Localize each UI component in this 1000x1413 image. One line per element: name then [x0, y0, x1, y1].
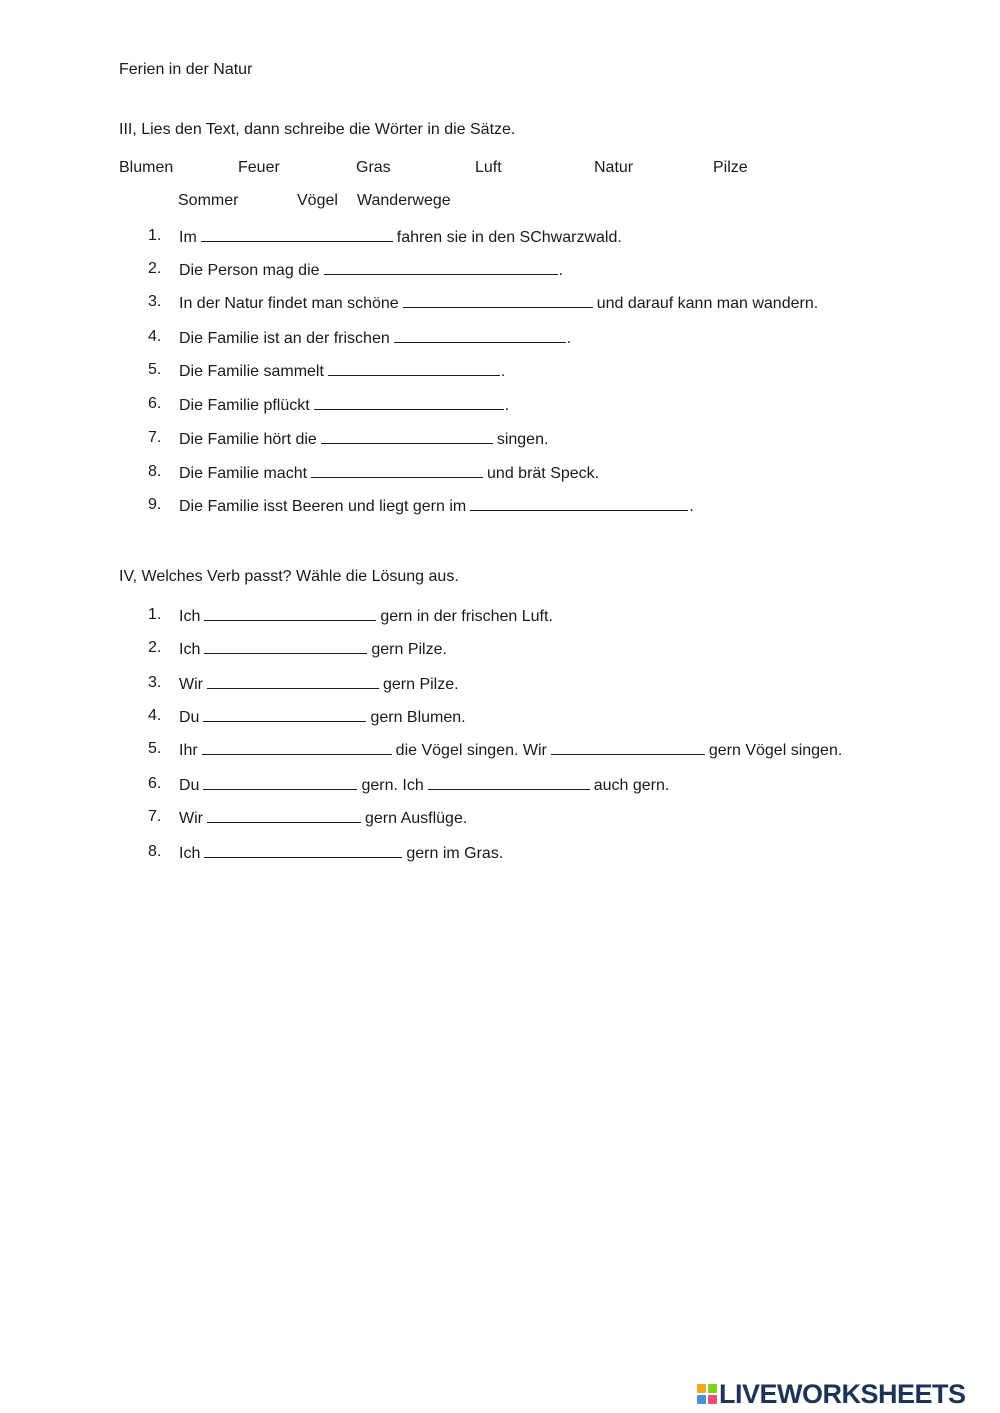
sentence-text: Im: [179, 229, 197, 246]
word-bank-luft: Luft: [475, 159, 502, 176]
sentence-text: Du: [179, 777, 200, 794]
answer-blank[interactable]: [394, 327, 566, 343]
list-item: [179, 428, 548, 450]
page-title: Ferien in der Natur: [119, 61, 253, 78]
answer-blank[interactable]: [203, 706, 366, 722]
item-number: 1.: [148, 227, 162, 244]
answer-blank[interactable]: [311, 462, 483, 478]
list-item: [179, 706, 466, 728]
item-number: 6.: [148, 395, 162, 412]
sentence-text: .: [500, 363, 506, 380]
answer-blank[interactable]: [324, 259, 558, 275]
sentence-text: und darauf kann man wandern.: [596, 295, 819, 312]
sentence-text: Die Familie ist an der frischen: [179, 330, 390, 347]
sentence-text: Die Familie pflückt: [179, 397, 310, 414]
section4-instruction: IV, Welches Verb passt? Wähle die Lösung aus.: [119, 568, 459, 585]
list-item: [179, 739, 842, 761]
list-item: [179, 327, 571, 349]
list-item: [179, 774, 669, 796]
sentence-text: gern Blumen.: [370, 709, 466, 726]
sentence-text: Die Familie isst Beeren und liegt gern im: [179, 498, 467, 515]
sentence-text: .: [504, 397, 510, 414]
list-item: [179, 259, 563, 281]
word-bank-gras: Gras: [356, 159, 391, 176]
item-number: 7.: [148, 808, 162, 825]
item-number: 1.: [148, 606, 162, 623]
word-bank-sommer: Sommer: [178, 192, 239, 209]
sentence-text: gern. Ich: [361, 777, 424, 794]
word-bank-pilze: Pilze: [713, 159, 748, 176]
answer-blank[interactable]: [204, 605, 376, 621]
sentence-text: Wir: [179, 810, 203, 827]
word-bank-voegel: Vögel: [297, 192, 338, 209]
sentence-text: auch gern.: [593, 777, 670, 794]
list-item: [179, 462, 599, 484]
sentence-text: Die Familie macht: [179, 465, 308, 482]
item-number: 8.: [148, 463, 162, 480]
sentence-text: gern Pilze.: [382, 676, 459, 693]
item-number: 5.: [148, 740, 162, 757]
sentence-text: gern Vögel singen.: [708, 742, 843, 759]
sentence-text: gern Pilze.: [371, 641, 447, 658]
answer-blank[interactable]: [470, 495, 688, 511]
sentence-text: .: [566, 330, 572, 347]
sentence-text: Die Familie hört die: [179, 431, 317, 448]
item-number: 4.: [148, 328, 162, 345]
answer-blank[interactable]: [314, 394, 504, 410]
answer-blank[interactable]: [203, 774, 357, 790]
answer-blank[interactable]: [403, 292, 593, 308]
item-number: 9.: [148, 496, 162, 513]
sentence-text: Ich: [179, 845, 201, 862]
list-item: [179, 842, 503, 864]
sentence-text: Die Familie sammelt: [179, 363, 324, 380]
sentence-text: In der Natur findet man schöne: [179, 295, 399, 312]
sentence-text: die Vögel singen. Wir: [395, 742, 547, 759]
answer-blank[interactable]: [202, 739, 392, 755]
list-item: [179, 807, 467, 829]
item-number: 7.: [148, 429, 162, 446]
sentence-text: gern im Gras.: [406, 845, 504, 862]
word-bank-wanderwege: Wanderwege: [357, 192, 451, 209]
sentence-text: gern in der frischen Luft.: [380, 608, 553, 625]
item-number: 2.: [148, 639, 162, 656]
item-number: 3.: [148, 674, 162, 691]
sentence-text: Die Person mag die: [179, 262, 320, 279]
list-item: [179, 495, 694, 517]
liveworksheets-logo-icon: [697, 1384, 717, 1404]
word-bank-feuer: Feuer: [238, 159, 280, 176]
item-number: 2.: [148, 260, 162, 277]
sentence-text: Ich: [179, 641, 201, 658]
list-item: [179, 360, 505, 382]
answer-blank[interactable]: [428, 774, 590, 790]
sentence-text: singen.: [496, 431, 549, 448]
answer-blank[interactable]: [204, 638, 367, 654]
item-number: 5.: [148, 361, 162, 378]
section3-instruction: III, Lies den Text, dann schreibe die Wörter in die Sätze.: [119, 121, 516, 138]
answer-blank[interactable]: [321, 428, 493, 444]
sentence-text: fahren sie in den SChwarzwald.: [396, 229, 622, 246]
list-item: [179, 673, 459, 695]
list-item: [179, 292, 818, 314]
word-bank-blumen: Blumen: [119, 159, 174, 176]
logo-wordmark: LIVEWORKSHEETS: [719, 1378, 966, 1409]
sentence-text: Du: [179, 709, 200, 726]
sentence-text: Ihr: [179, 742, 198, 759]
sentence-text: .: [689, 498, 694, 515]
item-number: 8.: [148, 843, 162, 860]
list-item: [179, 638, 447, 660]
item-number: 4.: [148, 707, 162, 724]
item-number: 3.: [148, 293, 162, 310]
sentence-text: Wir: [179, 676, 203, 693]
sentence-text: und brät Speck.: [487, 465, 600, 482]
liveworksheets-logo: [697, 1380, 966, 1408]
sentence-text: gern Ausflüge.: [364, 810, 468, 827]
item-number: 6.: [148, 775, 162, 792]
list-item: [179, 394, 509, 416]
answer-blank[interactable]: [204, 842, 402, 858]
word-bank-natur: Natur: [594, 159, 634, 176]
sentence-text: .: [558, 262, 563, 279]
sentence-text: Ich: [179, 608, 201, 625]
answer-blank[interactable]: [207, 673, 379, 689]
answer-blank[interactable]: [328, 360, 500, 376]
answer-blank[interactable]: [207, 807, 361, 823]
list-item: [179, 226, 622, 248]
answer-blank[interactable]: [201, 226, 393, 242]
list-item: [179, 605, 553, 627]
answer-blank[interactable]: [551, 739, 705, 755]
